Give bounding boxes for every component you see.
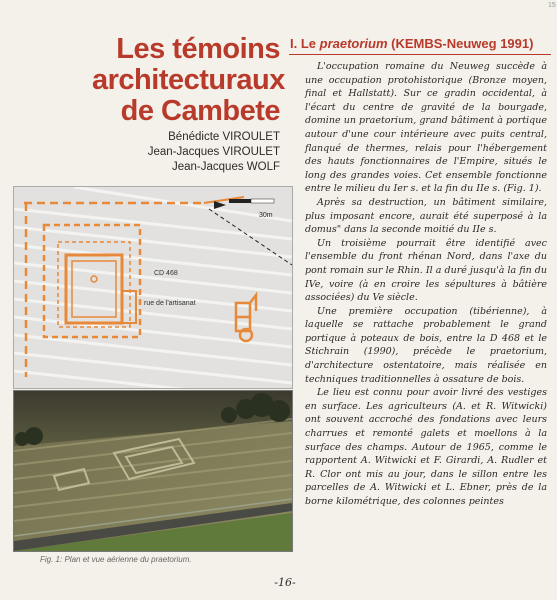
- street-label: rue de l'artisanat: [144, 300, 196, 307]
- title-line: architecturaux: [92, 64, 285, 96]
- aerial-photo: [13, 390, 293, 552]
- author-name: Jean-Jacques WOLF: [171, 161, 280, 173]
- site-plan-drawing: [14, 187, 292, 388]
- body-paragraph: L'occupation romaine du Neuweg succède à une occupation protohistorique (Bronze moyen, final et Hallstatt). Sur ce gradin occidental, à l'écart du centre de gravité de la bourgade, domine un praetorium, grand bâtiment à portique autour d'une cour intérieure avec puits central, flanqué de thermes, relais pour l'hébergement des hauts fonctionnaires de l'Empire, situés le long des grandes voies. Cet ensemble fonctionne entre le milieu du Ier s. et la fin du IIe s. (Fig. 1).: [305, 61, 547, 195]
- article-title: [92, 33, 285, 127]
- section-heading-italic: praetorium: [319, 36, 388, 51]
- body-paragraph: Le lieu est connu pour avoir livré des vestiges en surface. Les agriculteurs (A. et R. Witwicki) ont souvent accroché des fondations avec leurs charrues et remonté galets et moellons à la surface des champs. Autour de 1965, comme le rapportent A. Witwicki et F. Girardi, A. Rudler et R. Clor ont mis au jour, dans le sillon entre les parcelles de A. Witwicki et L. Ebner, près de la borne kilométrique, des colonnes peintes: [305, 387, 547, 507]
- body-paragraph: Une première occupation (tibérienne), à laquelle se rattache probablement le grand portique à poteaux de bois, entre la D 468 et le Stichrain (1990), précède le praetorium, d'architecture ostentatoire, mais réalisée en techniques traditionnelles à ossature de bois.: [305, 305, 547, 385]
- article-body: [305, 60, 547, 509]
- section-heading-prefix: I. Le: [290, 36, 320, 51]
- title-line: de Cambete: [120, 95, 280, 127]
- figure-caption: Fig. 1: Plan et vue aérienne du praetorium.: [40, 555, 192, 564]
- section-heading: [290, 36, 552, 51]
- title-line: Les témoins: [116, 33, 280, 65]
- scale-label: 30m: [259, 212, 273, 219]
- section-heading-suffix: (KEMBS-Neuweg 1991): [387, 36, 534, 51]
- author-name: Bénédicte VIROULET: [168, 131, 280, 143]
- road-label: CD 468: [154, 270, 178, 277]
- body-paragraph: Après sa destruction, un bâtiment similaire, plus imposant encore, aurait été superposé à la domus" dans la seconde moitié du IIe s.: [305, 196, 547, 236]
- author-list: [92, 130, 280, 175]
- body-paragraph: Un troisième pourrait être identifié avec l'ensemble du front rhénan Nord, dans l'axe du pont romain sur le Rhin. Il a duré jusqu'à la fin du IVe, voire (à en croire les sépultures à bâtière associées) du Ve siècle.: [305, 237, 547, 304]
- page-corner-mark: 15: [548, 2, 556, 9]
- author-name: Jean-Jacques VIROULET: [147, 146, 280, 158]
- page-number: -16-: [274, 576, 296, 589]
- aerial-photo-image: [14, 391, 292, 551]
- site-plan-figure: [13, 186, 293, 389]
- section-divider: [289, 54, 551, 55]
